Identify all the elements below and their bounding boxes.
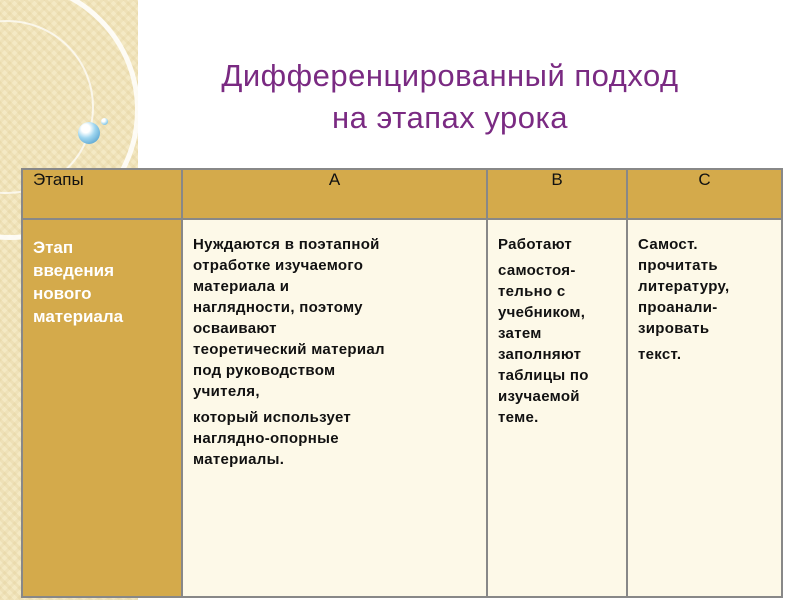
- text-line: наглядности, поэтому: [193, 299, 363, 316]
- text-line: самостоя-: [498, 262, 576, 279]
- group-b-paragraph: [498, 260, 618, 428]
- slide-title: [150, 55, 750, 139]
- text-line: материалы.: [193, 451, 285, 468]
- text-line: материала и: [193, 278, 290, 295]
- text-line: проанали-: [638, 299, 718, 316]
- header-group-b: В: [487, 169, 627, 219]
- text-line: прочитать: [638, 257, 718, 274]
- text-line: который использует: [193, 409, 352, 426]
- text-line: теме.: [498, 409, 539, 426]
- text-line: Работают: [498, 236, 573, 253]
- text-line: учителя,: [193, 383, 260, 400]
- text-line: текст.: [638, 346, 682, 363]
- header-group-a: А: [182, 169, 487, 219]
- text-line: зировать: [638, 320, 710, 337]
- group-a-paragraph: [193, 407, 478, 470]
- group-c-paragraph: [638, 234, 773, 339]
- text-line: таблицы по: [498, 367, 589, 384]
- title-line-1: Дифференцированный подход: [221, 58, 679, 93]
- text-line: отработке изучаемого: [193, 257, 364, 274]
- text-line: учебником,: [498, 304, 586, 321]
- text-line: теоретический материал: [193, 341, 385, 358]
- group-a-paragraph: [193, 234, 478, 402]
- stage-line: введения: [33, 261, 115, 280]
- table-row: [22, 219, 782, 597]
- text-line: тельно с: [498, 283, 566, 300]
- text-line: затем: [498, 325, 542, 342]
- text-line: заполняют: [498, 346, 582, 363]
- text-line: Самост.: [638, 236, 698, 253]
- group-b-cell: [487, 219, 627, 597]
- text-line: наглядно-опорные: [193, 430, 339, 447]
- group-a-cell: [182, 219, 487, 597]
- stage-line: Этап: [33, 238, 74, 257]
- header-group-c: С: [627, 169, 782, 219]
- stage-cell: [22, 219, 182, 597]
- text-line: осваивают: [193, 320, 277, 337]
- title-line-2: на этапах урока: [332, 100, 568, 135]
- stage-line: материала: [33, 307, 124, 326]
- group-c-cell: [627, 219, 782, 597]
- decorative-bubble-icon: [78, 122, 100, 144]
- group-b-paragraph: [498, 234, 618, 255]
- text-line: литературу,: [638, 278, 730, 295]
- text-line: под руководством: [193, 362, 336, 379]
- decorative-small-bubble-icon: [101, 118, 108, 125]
- stage-line: нового: [33, 284, 92, 303]
- text-line: Нуждаются в поэтапной: [193, 236, 380, 253]
- differentiation-table: [21, 168, 783, 598]
- header-stages: Этапы: [22, 169, 182, 219]
- group-c-paragraph: [638, 344, 773, 365]
- text-line: изучаемой: [498, 388, 580, 405]
- table-header-row: [22, 169, 782, 219]
